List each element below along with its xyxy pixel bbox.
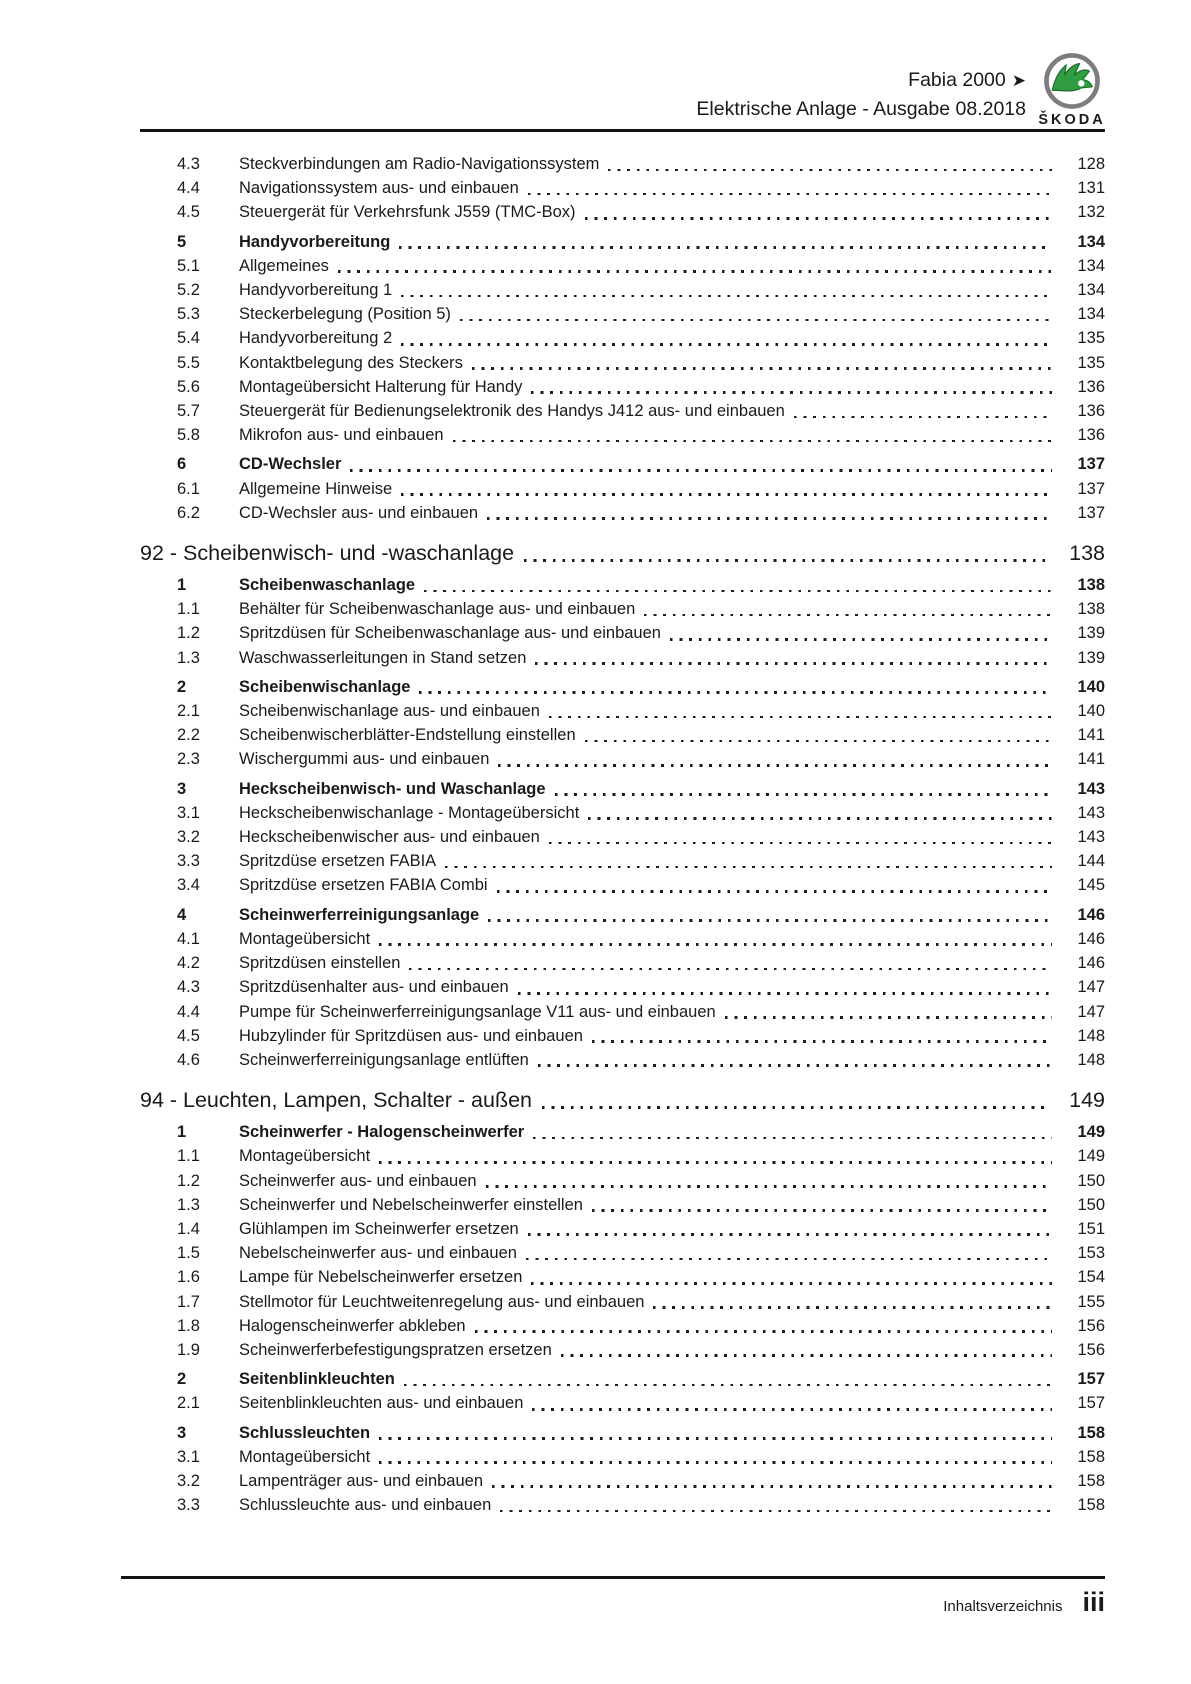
entry-title: Montageübersicht <box>239 929 371 948</box>
toc-entry-row <box>140 747 1105 771</box>
dot-leader <box>555 793 1052 796</box>
entry-page-number: 136 <box>1077 402 1105 421</box>
entry-title: Handyvorbereitung <box>239 232 391 251</box>
entry-number: 3 <box>177 779 187 798</box>
entry-page-number: 137 <box>1077 503 1105 522</box>
entry-title: Steuergerät für Verkehrsfunk J559 (TMC-Box) <box>239 203 576 222</box>
dot-leader <box>497 890 1052 893</box>
dot-leader <box>644 614 1052 617</box>
entry-page-number: 146 <box>1077 929 1105 948</box>
dot-leader <box>460 319 1052 322</box>
toc-entry-row <box>140 1241 1105 1265</box>
entry-title: Heckscheibenwisch- und Waschanlage <box>239 779 546 798</box>
entry-title: Scheibenwaschanlage <box>239 576 416 595</box>
dot-leader <box>399 246 1052 249</box>
entry-page-number: 132 <box>1077 203 1105 222</box>
toc-entry-row <box>140 176 1105 200</box>
brand-wordmark: ŠKODA <box>1038 112 1106 128</box>
entry-title: Scheinwerferreinigungsanlage entlüften <box>239 1050 529 1069</box>
entry-number: 6.1 <box>177 479 200 498</box>
entry-page-number: 136 <box>1077 377 1105 396</box>
entry-page-number: 128 <box>1077 155 1105 173</box>
entry-page-number: 134 <box>1077 232 1105 251</box>
toc-entry-row <box>140 1120 1105 1144</box>
entry-title: Scheinwerfer und Nebelscheinwerfer einstellen <box>239 1195 583 1214</box>
entry-title: Schlussleuchte aus- und einbauen <box>239 1496 492 1515</box>
entry-title: Behälter für Scheibenwaschanlage aus- und einbauen <box>239 600 636 619</box>
entry-page-number: 153 <box>1077 1244 1105 1263</box>
toc-entry-row <box>140 1000 1105 1024</box>
toc-entry-row <box>140 1421 1105 1445</box>
entry-number: 4.3 <box>177 155 200 173</box>
entry-number: 4.4 <box>177 179 200 198</box>
entry-title: Steckverbindungen am Radio-Navigationssystem <box>239 155 600 173</box>
entry-number: 3.3 <box>177 852 200 871</box>
dot-leader <box>379 1437 1052 1440</box>
entry-page-number: 146 <box>1077 905 1105 924</box>
entry-title: Scheibenwischanlage aus- und einbauen <box>239 702 540 721</box>
dot-leader <box>608 169 1052 172</box>
entry-page-number: 147 <box>1077 978 1105 997</box>
entry-page-number: 158 <box>1077 1447 1105 1466</box>
entry-number: 1.1 <box>177 600 200 619</box>
dot-leader <box>445 866 1052 869</box>
toc-entry-row <box>140 1144 1105 1168</box>
entry-title: Handyvorbereitung 1 <box>239 281 393 300</box>
dot-leader <box>533 1137 1052 1140</box>
toc-entry-row <box>140 597 1105 621</box>
toc-entry-row <box>140 801 1105 825</box>
entry-number: 3.2 <box>177 1471 200 1490</box>
toc-entry-row <box>140 1048 1105 1072</box>
entry-title: Spritzdüsen einstellen <box>239 954 401 973</box>
toc-entry-row <box>140 1493 1105 1517</box>
entry-title: Scheinwerferbefestigungspratzen ersetzen <box>239 1340 552 1359</box>
dot-leader <box>542 1106 1048 1109</box>
header-text <box>696 66 1026 128</box>
toc-entry-row <box>140 825 1105 849</box>
entry-number: 3.1 <box>177 803 200 822</box>
toc-entry-row <box>140 326 1105 350</box>
dot-leader <box>531 391 1052 394</box>
dot-leader <box>401 295 1052 298</box>
entry-number: 4.2 <box>177 954 200 973</box>
toc-entry-row <box>140 975 1105 999</box>
toc-entry-row <box>140 1445 1105 1469</box>
toc-entry-row <box>140 1469 1105 1493</box>
entry-number: 4.4 <box>177 1002 200 1021</box>
dot-leader <box>338 270 1052 273</box>
entry-page-number: 157 <box>1077 1394 1105 1413</box>
entry-number: 3.1 <box>177 1447 200 1466</box>
entry-title: Seitenblinkleuchten <box>239 1370 395 1389</box>
chapter-page-number: 149 <box>1069 1088 1105 1113</box>
toc-entry-row <box>140 423 1105 447</box>
dot-leader <box>453 440 1052 443</box>
entry-title: Waschwasserleitungen in Stand setzen <box>239 648 527 667</box>
dot-leader <box>401 493 1052 496</box>
entry-title: Heckscheibenwischer aus- und einbauen <box>239 828 540 847</box>
toc-entry-row <box>140 477 1105 501</box>
brand-logo <box>1039 52 1105 128</box>
entry-title: Navigationssystem aus- und einbauen <box>239 179 519 198</box>
entry-title: Kontaktbelegung des Steckers <box>239 353 463 372</box>
entry-page-number: 140 <box>1077 702 1105 721</box>
toc-entry-row <box>140 777 1105 801</box>
toc-entry-row <box>140 254 1105 278</box>
entry-page-number: 157 <box>1077 1370 1105 1389</box>
entry-number: 1.2 <box>177 1171 200 1190</box>
entry-number: 5 <box>177 232 187 251</box>
entry-title: Allgemeines <box>239 256 329 275</box>
entry-page-number: 151 <box>1077 1219 1105 1238</box>
toc-entry-row <box>140 675 1105 699</box>
chapter-title: 92 - Scheibenwisch- und -waschanlage <box>140 541 515 566</box>
entry-title: Glühlampen im Scheinwerfer ersetzen <box>239 1219 519 1238</box>
page-footer <box>121 1576 1105 1615</box>
dot-leader <box>561 1354 1052 1357</box>
entry-number: 4.6 <box>177 1050 200 1069</box>
skoda-winged-arrow-icon <box>1043 52 1101 110</box>
dot-leader <box>585 740 1052 743</box>
toc-entry-row <box>140 573 1105 597</box>
toc-entry-row <box>140 501 1105 525</box>
model-arrow-icon: ➤ <box>1011 71 1026 90</box>
entry-page-number: 137 <box>1077 479 1105 498</box>
entry-page-number: 143 <box>1077 803 1105 822</box>
toc-entry-row <box>140 951 1105 975</box>
entry-page-number: 149 <box>1077 1123 1105 1142</box>
toc-entry-row <box>140 452 1105 476</box>
entry-page-number: 158 <box>1077 1423 1105 1442</box>
dot-leader <box>486 1185 1052 1188</box>
entry-number: 3.2 <box>177 828 200 847</box>
entry-page-number: 158 <box>1077 1471 1105 1490</box>
entry-title: Spritzdüse ersetzen FABIA <box>239 852 437 871</box>
entry-page-number: 143 <box>1077 779 1105 798</box>
entry-page-number: 156 <box>1077 1340 1105 1359</box>
toc-entry-row <box>140 152 1105 176</box>
entry-page-number: 154 <box>1077 1268 1105 1287</box>
entry-title: Pumpe für Scheinwerferreinigungsanlage V11 aus- und einbauen <box>239 1002 716 1021</box>
entry-page-number: 150 <box>1077 1195 1105 1214</box>
entry-title: Allgemeine Hinweise <box>239 479 393 498</box>
entry-page-number: 158 <box>1077 1496 1105 1515</box>
toc-entry-row <box>140 302 1105 326</box>
entry-number: 5.8 <box>177 426 200 445</box>
toc-entry-row <box>140 1024 1105 1048</box>
entry-title: Scheinwerfer aus- und einbauen <box>239 1171 477 1190</box>
toc-entry-row <box>140 903 1105 927</box>
entry-page-number: 147 <box>1077 1002 1105 1021</box>
toc-entry-row <box>140 200 1105 224</box>
entry-number: 2 <box>177 677 187 696</box>
entry-page-number: 148 <box>1077 1050 1105 1069</box>
entry-number: 3.4 <box>177 876 200 895</box>
dot-leader <box>379 1161 1052 1164</box>
entry-page-number: 135 <box>1077 329 1105 348</box>
dot-leader <box>531 1282 1052 1285</box>
entry-number: 1 <box>177 1123 187 1142</box>
entry-page-number: 149 <box>1077 1147 1105 1166</box>
dot-leader <box>401 343 1052 346</box>
entry-page-number: 135 <box>1077 353 1105 372</box>
entry-number: 1.8 <box>177 1316 200 1335</box>
entry-title: Schlussleuchten <box>239 1423 371 1442</box>
dot-leader <box>488 919 1052 922</box>
entry-number: 5.6 <box>177 377 200 396</box>
toc-entry-row <box>140 1367 1105 1391</box>
entry-title: Mikrofon aus- und einbauen <box>239 426 444 445</box>
entry-title: CD-Wechsler <box>239 455 342 474</box>
entry-title: Steckerbelegung (Position 5) <box>239 305 451 324</box>
dot-leader <box>524 559 1048 562</box>
entry-number: 2 <box>177 1370 187 1389</box>
dot-leader <box>725 1016 1052 1019</box>
toc-entry-row <box>140 621 1105 645</box>
entry-page-number: 143 <box>1077 828 1105 847</box>
entry-page-number: 138 <box>1077 600 1105 619</box>
entry-number: 5.7 <box>177 402 200 421</box>
toc-entry-row <box>140 1193 1105 1217</box>
entry-title: Steuergerät für Bedienungselektronik des Handys J412 aus- und einbauen <box>239 402 785 421</box>
entry-title: Stellmotor für Leuchtweitenregelung aus- und einbauen <box>239 1292 645 1311</box>
toc-entry-row <box>140 1217 1105 1241</box>
entry-title: Spritzdüsenhalter aus- und einbauen <box>239 978 509 997</box>
entry-number: 2.3 <box>177 750 200 769</box>
page-header <box>0 0 1191 128</box>
toc-entry-row <box>140 399 1105 423</box>
entry-title: Lampenträger aus- und einbauen <box>239 1471 484 1490</box>
dot-leader <box>532 1408 1052 1411</box>
entry-title: Heckscheibenwischanlage - Montageübersicht <box>239 803 580 822</box>
entry-number: 1.1 <box>177 1147 200 1166</box>
toc-entry-row <box>140 1265 1105 1289</box>
entry-number: 6 <box>177 455 187 474</box>
toc-entry-row <box>140 723 1105 747</box>
toc-entry-row <box>140 1338 1105 1362</box>
entry-page-number: 146 <box>1077 954 1105 973</box>
dot-leader <box>518 992 1052 995</box>
toc-entry-row <box>140 278 1105 302</box>
dot-leader <box>535 662 1052 665</box>
entry-page-number: 139 <box>1077 624 1105 643</box>
dot-leader <box>526 1258 1052 1261</box>
entry-number: 1.6 <box>177 1268 200 1287</box>
entry-page-number: 150 <box>1077 1171 1105 1190</box>
dot-leader <box>350 469 1052 472</box>
entry-number: 1.3 <box>177 648 200 667</box>
entry-number: 2.1 <box>177 1394 200 1413</box>
entry-title: Montageübersicht <box>239 1447 371 1466</box>
chapter-title: 94 - Leuchten, Lampen, Schalter - außen <box>140 1088 533 1113</box>
entry-title: Halogenscheinwerfer abkleben <box>239 1316 466 1335</box>
toc-entry-row <box>140 873 1105 897</box>
document-subtitle: Elektrische Anlage - Ausgabe 08.2018 <box>696 98 1026 120</box>
entry-number: 1.3 <box>177 1195 200 1214</box>
entry-page-number: 141 <box>1077 750 1105 769</box>
toc-chapter-row <box>140 539 1105 568</box>
dot-leader <box>424 590 1052 593</box>
entry-number: 1.2 <box>177 624 200 643</box>
entry-number: 5.3 <box>177 305 200 324</box>
toc-entry-row <box>140 230 1105 254</box>
entry-title: Montageübersicht <box>239 1147 371 1166</box>
dot-leader <box>498 764 1052 767</box>
entry-page-number: 134 <box>1077 256 1105 275</box>
entry-title: Montageübersicht Halterung für Handy <box>239 377 523 396</box>
dot-leader <box>592 1040 1052 1043</box>
model-title <box>696 66 1026 95</box>
entry-title: Scheibenwischerblätter-Endstellung einstellen <box>239 726 576 745</box>
toc-entry-row <box>140 375 1105 399</box>
model-name: Fabia 2000 <box>908 69 1006 91</box>
toc-entry-row <box>140 699 1105 723</box>
footer-text <box>121 1589 1105 1615</box>
dot-leader <box>379 943 1052 946</box>
entry-title: Spritzdüse ersetzen FABIA Combi <box>239 876 488 895</box>
entry-title: Spritzdüsen für Scheibenwaschanlage aus- und einbauen <box>239 624 661 643</box>
entry-number: 4.3 <box>177 978 200 997</box>
entry-page-number: 131 <box>1077 179 1105 198</box>
entry-number: 1 <box>177 576 187 595</box>
entry-title: Lampe für Nebelscheinwerfer ersetzen <box>239 1268 523 1287</box>
entry-number: 3 <box>177 1423 187 1442</box>
entry-title: Scheibenwischanlage <box>239 677 411 696</box>
entry-number: 5.5 <box>177 353 200 372</box>
toc-entry-row <box>140 1169 1105 1193</box>
dot-leader <box>409 968 1052 971</box>
dot-leader <box>500 1510 1052 1513</box>
dot-leader <box>538 1064 1052 1067</box>
entry-number: 3.3 <box>177 1496 200 1515</box>
toc-entry-row <box>140 1290 1105 1314</box>
dot-leader <box>472 367 1052 370</box>
dot-leader <box>588 817 1052 820</box>
entry-page-number: 134 <box>1077 281 1105 300</box>
entry-page-number: 145 <box>1077 876 1105 895</box>
entry-number: 2.1 <box>177 702 200 721</box>
toc-entry-row <box>140 1391 1105 1415</box>
toc <box>0 132 1191 1517</box>
entry-number: 1.4 <box>177 1219 200 1238</box>
entry-number: 5.1 <box>177 256 200 275</box>
dot-leader <box>653 1306 1052 1309</box>
page-number: iii <box>1082 1587 1105 1617</box>
dot-leader <box>794 416 1052 419</box>
chapter-page-number: 138 <box>1069 541 1105 566</box>
entry-number: 1.9 <box>177 1340 200 1359</box>
entry-title: Hubzylinder für Spritzdüsen aus- und einbauen <box>239 1026 583 1045</box>
toc-entry-row <box>140 927 1105 951</box>
dot-leader <box>404 1384 1052 1387</box>
entry-page-number: 155 <box>1077 1292 1105 1311</box>
dot-leader <box>528 193 1052 196</box>
entry-number: 4 <box>177 905 187 924</box>
entry-page-number: 136 <box>1077 426 1105 445</box>
entry-title: Handyvorbereitung 2 <box>239 329 393 348</box>
entry-title: CD-Wechsler aus- und einbauen <box>239 503 479 522</box>
toc-entry-row <box>140 646 1105 670</box>
entry-number: 1.5 <box>177 1244 200 1263</box>
toc-chapter-row <box>140 1086 1105 1115</box>
toc-entry-row <box>140 1314 1105 1338</box>
footer-rule <box>121 1576 1105 1579</box>
entry-title: Scheinwerferreinigungsanlage <box>239 905 480 924</box>
entry-number: 2.2 <box>177 726 200 745</box>
entry-page-number: 144 <box>1077 852 1105 871</box>
dot-leader <box>670 638 1052 641</box>
entry-number: 6.2 <box>177 503 200 522</box>
entry-number: 4.1 <box>177 929 200 948</box>
entry-number: 5.4 <box>177 329 200 348</box>
entry-page-number: 139 <box>1077 648 1105 667</box>
entry-page-number: 138 <box>1077 576 1105 595</box>
dot-leader <box>487 517 1052 520</box>
dot-leader <box>549 716 1052 719</box>
entry-title: Nebelscheinwerfer aus- und einbauen <box>239 1244 517 1263</box>
entry-page-number: 140 <box>1077 677 1105 696</box>
entry-title: Seitenblinkleuchten aus- und einbauen <box>239 1394 524 1413</box>
footer-label: Inhaltsverzeichnis <box>943 1598 1063 1615</box>
entry-page-number: 141 <box>1077 726 1105 745</box>
dot-leader <box>549 842 1052 845</box>
entry-number: 4.5 <box>177 203 200 222</box>
dot-leader <box>492 1485 1052 1488</box>
entry-page-number: 134 <box>1077 305 1105 324</box>
toc-entry-row <box>140 351 1105 375</box>
dot-leader <box>379 1461 1052 1464</box>
entry-page-number: 148 <box>1077 1026 1105 1045</box>
dot-leader <box>528 1233 1052 1236</box>
entry-number: 4.5 <box>177 1026 200 1045</box>
entry-page-number: 137 <box>1077 455 1105 474</box>
entry-page-number: 156 <box>1077 1316 1105 1335</box>
toc-entry-row <box>140 849 1105 873</box>
entry-number: 5.2 <box>177 281 200 300</box>
dot-leader <box>592 1209 1052 1212</box>
entry-title: Wischergummi aus- und einbauen <box>239 750 490 769</box>
dot-leader <box>475 1330 1052 1333</box>
entry-number: 1.7 <box>177 1292 200 1311</box>
dot-leader <box>419 691 1052 694</box>
dot-leader <box>585 217 1052 220</box>
entry-title: Scheinwerfer - Halogenscheinwerfer <box>239 1123 525 1142</box>
